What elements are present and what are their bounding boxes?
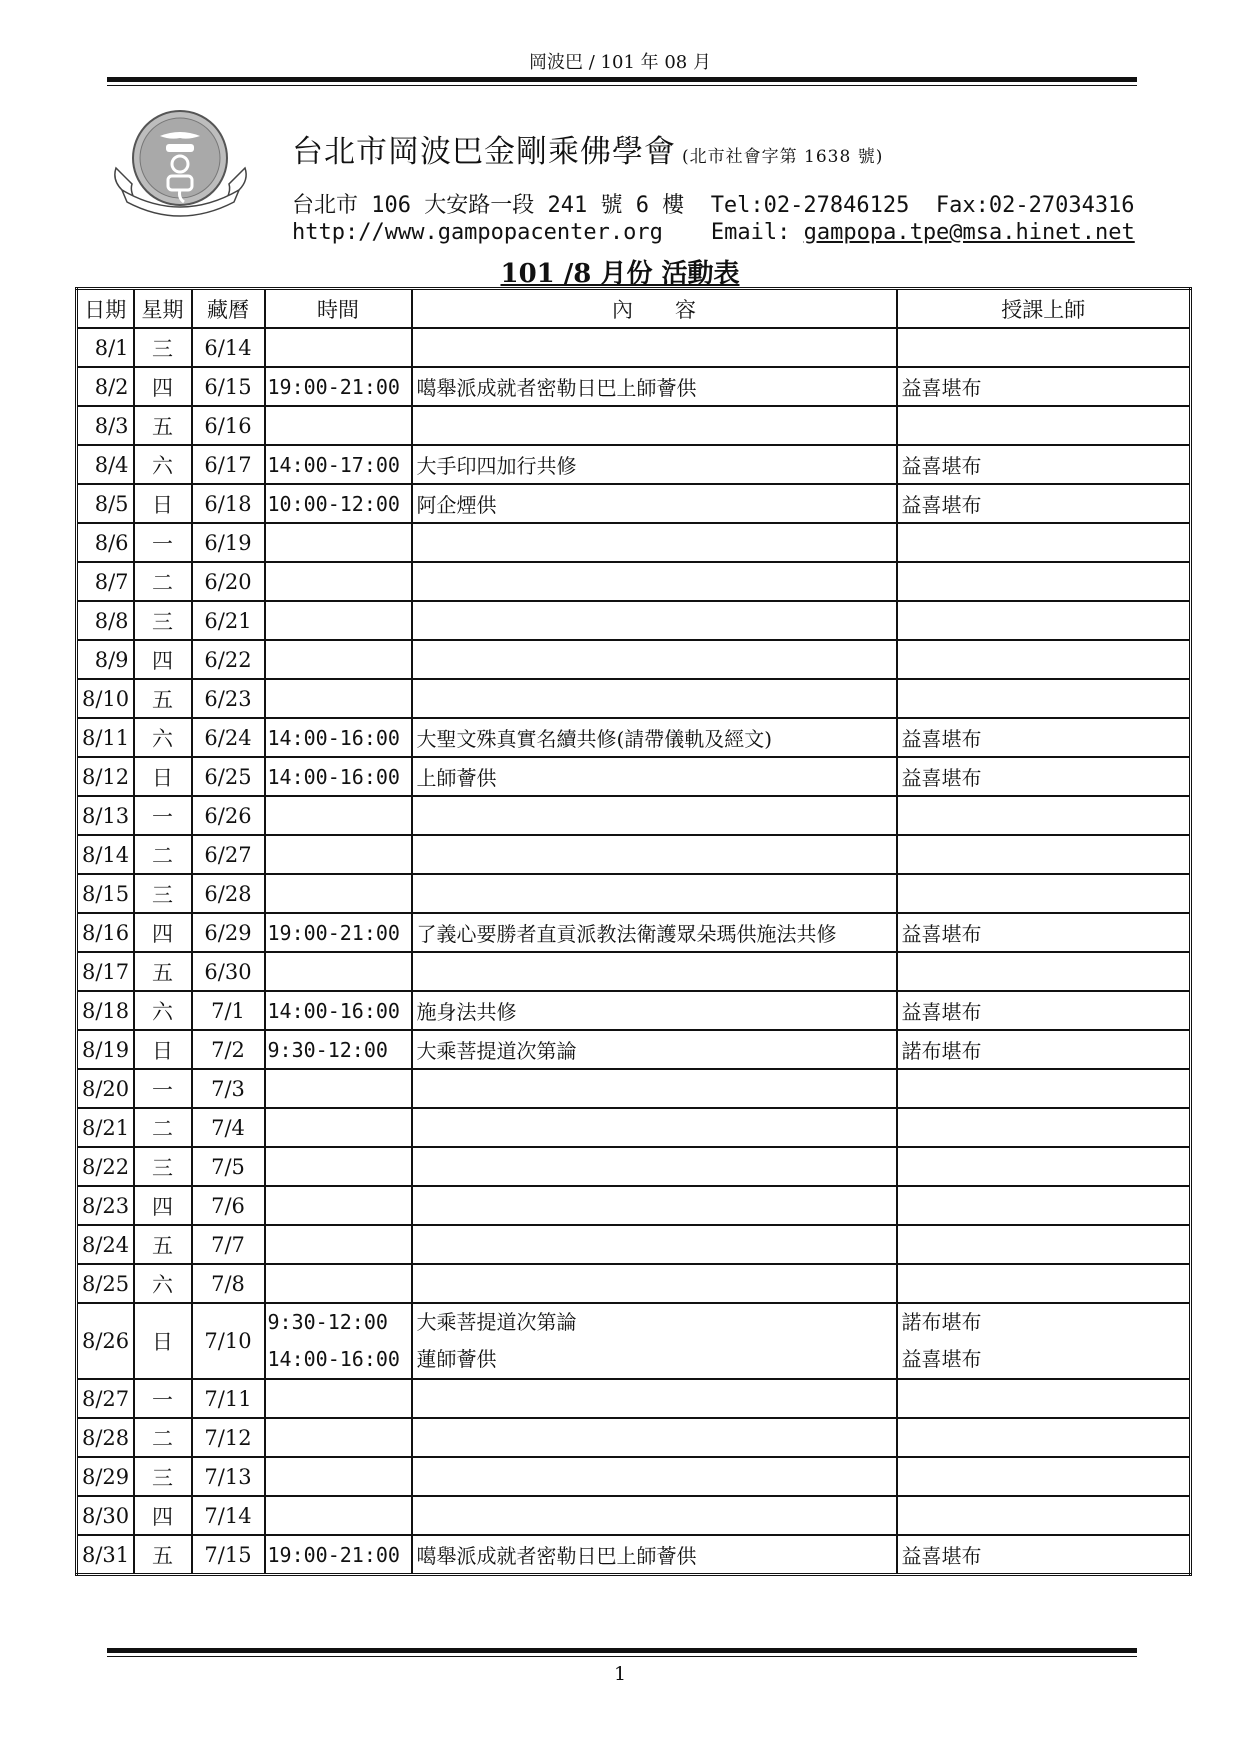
header-weekday: 星期 <box>134 289 192 329</box>
cell-content <box>412 1147 897 1186</box>
cell-date: 8/20 <box>77 1069 134 1108</box>
cell-content <box>412 952 897 991</box>
cell-weekday: 六 <box>134 1264 192 1303</box>
cell-teacher: 益喜堪布 <box>897 367 1191 406</box>
cell-time <box>265 952 412 991</box>
cell-teacher <box>897 874 1191 913</box>
cell-weekday: 二 <box>134 562 192 601</box>
cell-date: 8/29 <box>77 1457 134 1496</box>
cell-teacher: 益喜堪布 <box>897 1535 1191 1575</box>
cell-tibetan-date: 6/27 <box>192 835 265 874</box>
cell-teacher <box>897 406 1191 445</box>
cell-date: 8/31 <box>77 1535 134 1575</box>
cell-date: 8/15 <box>77 874 134 913</box>
cell-tibetan-date: 7/11 <box>192 1379 265 1418</box>
cell-date: 8/2 <box>77 367 134 406</box>
cell-teacher <box>897 1069 1191 1108</box>
cell-teacher <box>897 1303 1191 1379</box>
cell-tibetan-date: 6/30 <box>192 952 265 991</box>
table-row <box>77 796 1191 835</box>
header-date: 日期 <box>77 289 134 329</box>
cell-teacher <box>897 952 1191 991</box>
header-rule-thin <box>107 85 1137 86</box>
cell-teacher-line: 益喜堪布 <box>901 1347 982 1371</box>
cell-date: 8/23 <box>77 1186 134 1225</box>
cell-teacher: 益喜堪布 <box>897 484 1191 523</box>
cell-teacher <box>897 1264 1191 1303</box>
email-link[interactable]: gampopa.tpe@msa.hinet.net <box>803 220 1135 245</box>
cell-date: 8/14 <box>77 835 134 874</box>
cell-time-line: 9:30-12:00 <box>267 1310 388 1334</box>
fax: Fax:02-27034316 <box>935 193 1135 218</box>
cell-content <box>412 1303 897 1379</box>
cell-tibetan-date: 7/2 <box>192 1030 265 1069</box>
table-row <box>77 1496 1191 1535</box>
cell-time <box>265 1496 412 1535</box>
telephone: Tel:02-27846125 <box>710 193 910 218</box>
cell-time-line: 14:00-16:00 <box>267 1347 400 1371</box>
cell-date: 8/28 <box>77 1418 134 1457</box>
cell-tibetan-date: 6/22 <box>192 640 265 679</box>
cell-time <box>265 1264 412 1303</box>
cell-content: 上師薈供 <box>412 757 897 796</box>
email-label: Email: <box>710 220 791 245</box>
cell-weekday: 日 <box>134 757 192 796</box>
cell-time: 14:00-17:00 <box>265 445 412 484</box>
cell-time <box>265 1108 412 1147</box>
cell-time: 9:30-12:00 <box>265 1030 412 1069</box>
cell-teacher: 益喜堪布 <box>897 718 1191 757</box>
registration-number: (北市社會字第 1638 號) <box>682 147 884 167</box>
cell-date: 8/5 <box>77 484 134 523</box>
cell-teacher <box>897 1108 1191 1147</box>
cell-time <box>265 640 412 679</box>
cell-tibetan-date: 6/20 <box>192 562 265 601</box>
cell-content: 施身法共修 <box>412 991 897 1030</box>
cell-date: 8/12 <box>77 757 134 796</box>
schedule-title: 101 /8 月份 活動表 <box>500 259 740 289</box>
cell-weekday: 四 <box>134 1496 192 1535</box>
contact-web-line <box>292 220 1135 245</box>
table-row <box>77 367 1191 406</box>
table-row <box>77 718 1191 757</box>
cell-time <box>265 1225 412 1264</box>
table-row <box>77 679 1191 718</box>
organization-logo <box>108 106 253 221</box>
cell-tibetan-date: 7/14 <box>192 1496 265 1535</box>
cell-time <box>265 874 412 913</box>
contact-address-line <box>292 188 1135 219</box>
cell-weekday: 五 <box>134 952 192 991</box>
header-content: 內 容 <box>412 289 897 329</box>
table-row <box>77 1030 1191 1069</box>
cell-content: 了義心要勝者直貢派教法衛護眾朵瑪供施法共修 <box>412 913 897 952</box>
cell-time: 14:00-16:00 <box>265 757 412 796</box>
cell-teacher <box>897 1225 1191 1264</box>
cell-content <box>412 601 897 640</box>
cell-tibetan-date: 6/29 <box>192 913 265 952</box>
cell-weekday: 五 <box>134 406 192 445</box>
footer-rule-thin <box>107 1656 1137 1657</box>
cell-content <box>412 1108 897 1147</box>
cell-time <box>265 406 412 445</box>
cell-content <box>412 640 897 679</box>
cell-weekday: 二 <box>134 1108 192 1147</box>
cell-tibetan-date: 6/14 <box>192 328 265 367</box>
cell-content: 噶舉派成就者密勒日巴上師薈供 <box>412 367 897 406</box>
cell-date: 8/26 <box>77 1303 134 1379</box>
header-rule <box>107 77 1137 82</box>
cell-teacher <box>897 523 1191 562</box>
cell-date: 8/3 <box>77 406 134 445</box>
cell-time <box>265 1303 412 1379</box>
cell-weekday: 一 <box>134 1379 192 1418</box>
cell-weekday: 五 <box>134 679 192 718</box>
cell-teacher <box>897 679 1191 718</box>
cell-date: 8/21 <box>77 1108 134 1147</box>
header-tibetan-calendar: 藏曆 <box>192 289 265 329</box>
cell-weekday: 六 <box>134 718 192 757</box>
cell-time <box>265 1186 412 1225</box>
cell-content: 大聖文殊真實名續共修(請帶儀軌及經文) <box>412 718 897 757</box>
cell-teacher <box>897 1147 1191 1186</box>
cell-weekday: 三 <box>134 328 192 367</box>
cell-time <box>265 1457 412 1496</box>
table-row <box>77 328 1191 367</box>
table-row <box>77 1303 1191 1379</box>
table-row <box>77 757 1191 796</box>
cell-weekday: 三 <box>134 1457 192 1496</box>
cell-content <box>412 1225 897 1264</box>
footer-rule <box>107 1648 1137 1653</box>
schedule-body <box>77 328 1191 1575</box>
table-row <box>77 406 1191 445</box>
cell-tibetan-date: 7/3 <box>192 1069 265 1108</box>
cell-date: 8/1 <box>77 328 134 367</box>
activity-schedule-table <box>75 287 1192 1576</box>
cell-weekday: 四 <box>134 367 192 406</box>
running-header: 岡波巴 / 101 年 08 月 <box>529 52 711 73</box>
cell-content-line: 大乘菩提道次第論 <box>416 1310 577 1334</box>
cell-tibetan-date: 7/6 <box>192 1186 265 1225</box>
cell-date: 8/22 <box>77 1147 134 1186</box>
organization-name: 台北市岡波巴金剛乘佛學會 (北市社會字第 1638 號) <box>292 134 884 170</box>
cell-time: 19:00-21:00 <box>265 1535 412 1575</box>
table-row <box>77 1147 1191 1186</box>
cell-teacher: 益喜堪布 <box>897 757 1191 796</box>
cell-content: 大手印四加行共修 <box>412 445 897 484</box>
table-row <box>77 445 1191 484</box>
header-time: 時間 <box>265 289 412 329</box>
cell-tibetan-date: 6/26 <box>192 796 265 835</box>
cell-teacher <box>897 1418 1191 1457</box>
cell-weekday: 日 <box>134 1030 192 1069</box>
cell-content <box>412 1418 897 1457</box>
cell-date: 8/30 <box>77 1496 134 1535</box>
table-row <box>77 952 1191 991</box>
cell-teacher <box>897 1186 1191 1225</box>
table-row <box>77 523 1191 562</box>
cell-tibetan-date: 7/5 <box>192 1147 265 1186</box>
cell-tibetan-date: 7/7 <box>192 1225 265 1264</box>
cell-tibetan-date: 6/15 <box>192 367 265 406</box>
table-row <box>77 484 1191 523</box>
cell-teacher <box>897 1457 1191 1496</box>
table-row <box>77 1379 1191 1418</box>
cell-time <box>265 601 412 640</box>
cell-time <box>265 523 412 562</box>
cell-date: 8/13 <box>77 796 134 835</box>
cell-date: 8/10 <box>77 679 134 718</box>
cell-weekday: 三 <box>134 874 192 913</box>
table-row <box>77 1225 1191 1264</box>
cell-tibetan-date: 6/25 <box>192 757 265 796</box>
table-row <box>77 835 1191 874</box>
cell-content <box>412 1457 897 1496</box>
cell-weekday: 一 <box>134 1069 192 1108</box>
table-row <box>77 1108 1191 1147</box>
cell-tibetan-date: 6/18 <box>192 484 265 523</box>
cell-teacher <box>897 601 1191 640</box>
header-teacher: 授課上師 <box>897 289 1191 329</box>
cell-teacher <box>897 796 1191 835</box>
cell-time <box>265 1069 412 1108</box>
cell-content <box>412 1496 897 1535</box>
table-row <box>77 562 1191 601</box>
cell-teacher: 諾布堪布 <box>897 1030 1191 1069</box>
cell-tibetan-date: 7/15 <box>192 1535 265 1575</box>
cell-tibetan-date: 7/1 <box>192 991 265 1030</box>
cell-weekday: 六 <box>134 991 192 1030</box>
table-row <box>77 1457 1191 1496</box>
cell-weekday: 六 <box>134 445 192 484</box>
cell-weekday: 四 <box>134 913 192 952</box>
cell-time <box>265 1418 412 1457</box>
cell-teacher <box>897 835 1191 874</box>
cell-time <box>265 562 412 601</box>
cell-content <box>412 562 897 601</box>
table-row <box>77 640 1191 679</box>
cell-date: 8/18 <box>77 991 134 1030</box>
cell-teacher <box>897 1496 1191 1535</box>
cell-date: 8/6 <box>77 523 134 562</box>
cell-date: 8/17 <box>77 952 134 991</box>
cell-content: 大乘菩提道次第論 <box>412 1030 897 1069</box>
table-row <box>77 991 1191 1030</box>
cell-content <box>412 679 897 718</box>
cell-time: 19:00-21:00 <box>265 913 412 952</box>
table-row <box>77 601 1191 640</box>
cell-tibetan-date: 7/13 <box>192 1457 265 1496</box>
cell-time: 19:00-21:00 <box>265 367 412 406</box>
cell-weekday: 二 <box>134 1418 192 1457</box>
cell-time <box>265 796 412 835</box>
cell-content <box>412 1379 897 1418</box>
cell-tibetan-date: 7/12 <box>192 1418 265 1457</box>
cell-time <box>265 835 412 874</box>
cell-teacher <box>897 562 1191 601</box>
cell-date: 8/7 <box>77 562 134 601</box>
cell-time: 14:00-16:00 <box>265 991 412 1030</box>
cell-date: 8/25 <box>77 1264 134 1303</box>
table-header-row <box>77 289 1191 329</box>
cell-time <box>265 1379 412 1418</box>
cell-weekday: 四 <box>134 1186 192 1225</box>
cell-tibetan-date: 6/24 <box>192 718 265 757</box>
cell-tibetan-date: 7/10 <box>192 1303 265 1379</box>
cell-teacher: 益喜堪布 <box>897 445 1191 484</box>
cell-weekday: 三 <box>134 1147 192 1186</box>
cell-weekday: 日 <box>134 484 192 523</box>
website-link[interactable]: http://www.gampopacenter.org <box>292 220 663 245</box>
cell-time <box>265 1147 412 1186</box>
cell-date: 8/9 <box>77 640 134 679</box>
cell-tibetan-date: 6/23 <box>192 679 265 718</box>
cell-tibetan-date: 6/16 <box>192 406 265 445</box>
cell-content-line: 蓮師薈供 <box>416 1347 497 1371</box>
cell-teacher <box>897 328 1191 367</box>
table-row <box>77 1535 1191 1575</box>
cell-weekday: 日 <box>134 1303 192 1379</box>
cell-teacher: 益喜堪布 <box>897 991 1191 1030</box>
table-row <box>77 1069 1191 1108</box>
cell-content <box>412 406 897 445</box>
page-number: 1 <box>613 1663 627 1685</box>
cell-content <box>412 1069 897 1108</box>
cell-teacher <box>897 1379 1191 1418</box>
cell-content <box>412 1186 897 1225</box>
cell-tibetan-date: 7/8 <box>192 1264 265 1303</box>
cell-content <box>412 874 897 913</box>
cell-time: 10:00-12:00 <box>265 484 412 523</box>
cell-tibetan-date: 6/21 <box>192 601 265 640</box>
cell-tibetan-date: 6/19 <box>192 523 265 562</box>
table-row <box>77 1186 1191 1225</box>
cell-tibetan-date: 6/17 <box>192 445 265 484</box>
cell-date: 8/4 <box>77 445 134 484</box>
cell-teacher: 益喜堪布 <box>897 913 1191 952</box>
cell-weekday: 二 <box>134 835 192 874</box>
address: 台北市 106 大安路一段 241 號 6 樓 <box>292 193 685 218</box>
cell-weekday: 五 <box>134 1225 192 1264</box>
table-row <box>77 1264 1191 1303</box>
cell-weekday: 三 <box>134 601 192 640</box>
cell-weekday: 一 <box>134 523 192 562</box>
table-row <box>77 874 1191 913</box>
cell-content: 阿企煙供 <box>412 484 897 523</box>
cell-content <box>412 1264 897 1303</box>
cell-teacher <box>897 640 1191 679</box>
table-row <box>77 913 1191 952</box>
cell-content <box>412 523 897 562</box>
cell-date: 8/11 <box>77 718 134 757</box>
cell-weekday: 四 <box>134 640 192 679</box>
cell-date: 8/27 <box>77 1379 134 1418</box>
cell-time <box>265 328 412 367</box>
cell-tibetan-date: 7/4 <box>192 1108 265 1147</box>
cell-date: 8/24 <box>77 1225 134 1264</box>
cell-content: 噶舉派成就者密勒日巴上師薈供 <box>412 1535 897 1575</box>
cell-content <box>412 328 897 367</box>
cell-time: 14:00-16:00 <box>265 718 412 757</box>
cell-date: 8/16 <box>77 913 134 952</box>
cell-date: 8/8 <box>77 601 134 640</box>
cell-teacher-line: 諾布堪布 <box>901 1310 982 1334</box>
cell-tibetan-date: 6/28 <box>192 874 265 913</box>
cell-weekday: 一 <box>134 796 192 835</box>
cell-content <box>412 835 897 874</box>
cell-time <box>265 679 412 718</box>
table-row <box>77 1418 1191 1457</box>
cell-content <box>412 796 897 835</box>
cell-weekday: 五 <box>134 1535 192 1575</box>
cell-date: 8/19 <box>77 1030 134 1069</box>
